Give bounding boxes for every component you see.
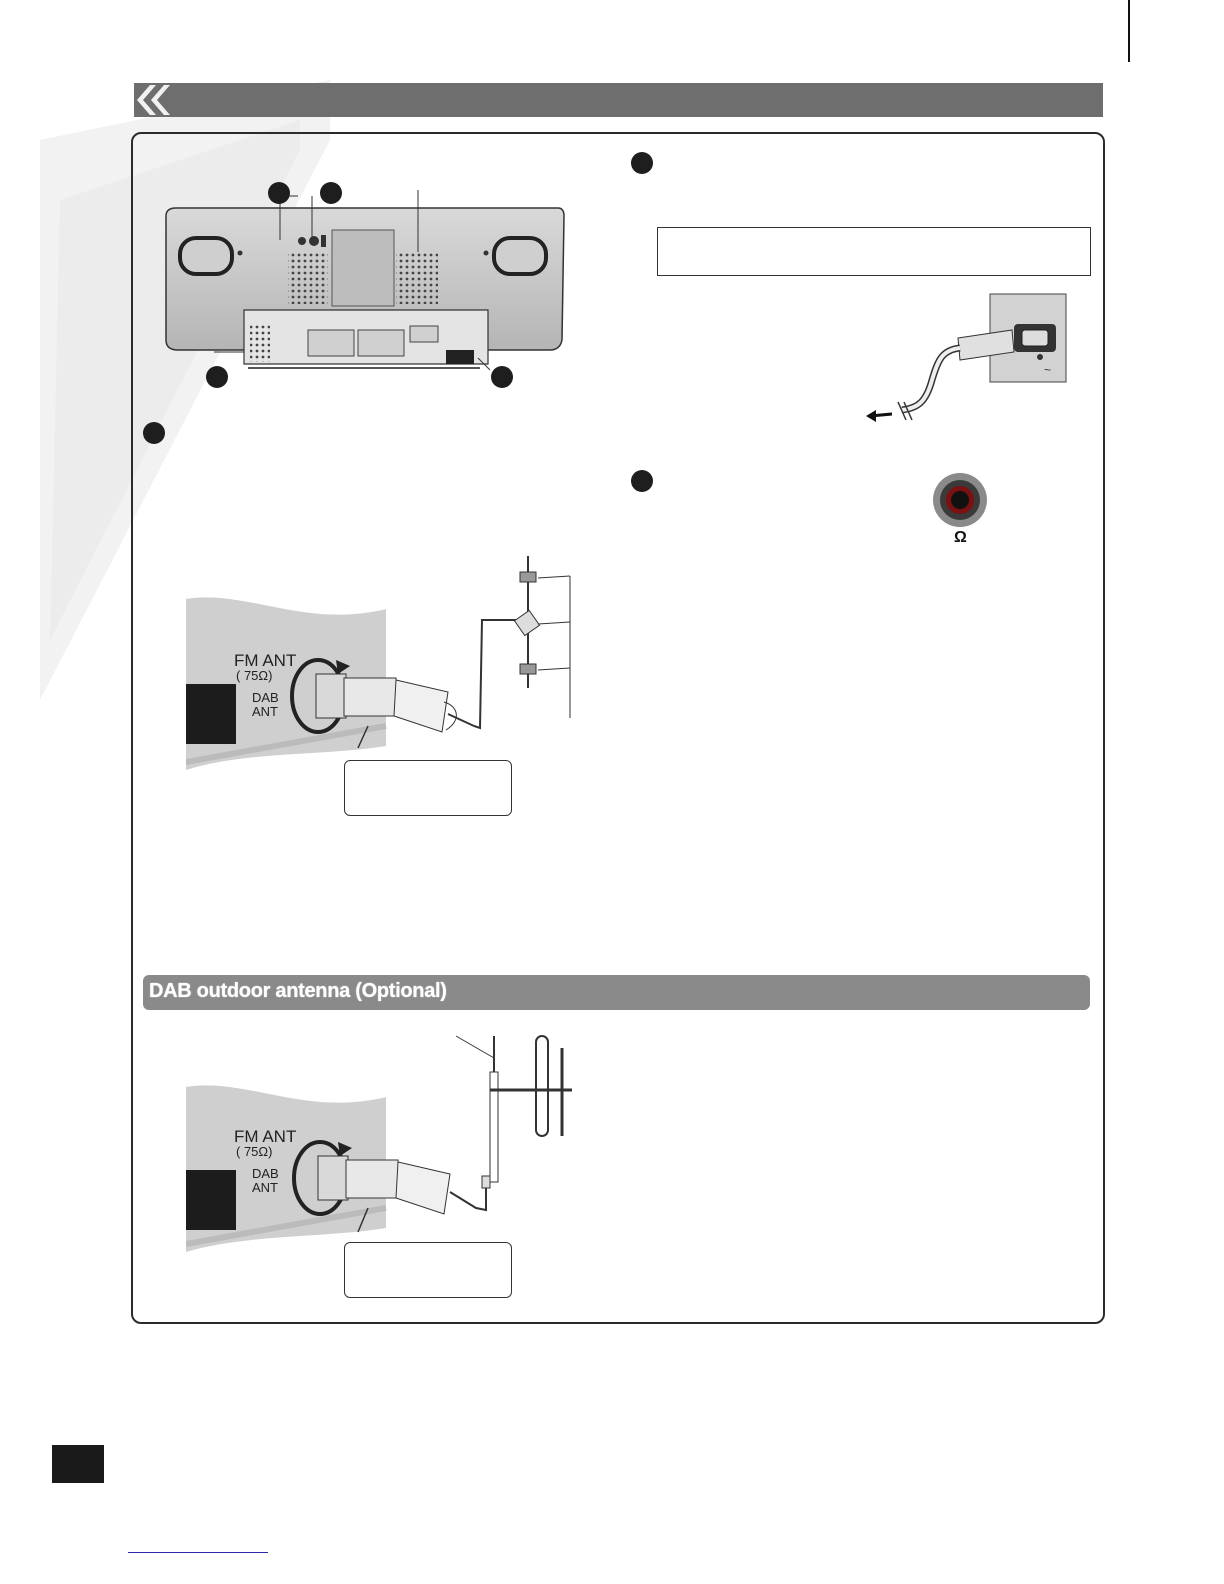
step-marker-circle — [631, 470, 653, 492]
note-box — [657, 227, 1091, 276]
rear-panel-marker-circle — [268, 182, 290, 204]
callout-box — [344, 760, 512, 816]
jack-label-ant: ANT — [252, 704, 278, 719]
svg-text:~: ~ — [1044, 363, 1052, 377]
callout-box — [344, 1242, 512, 1298]
rear-panel-illustration — [158, 180, 570, 392]
headphone-symbol: Ω — [954, 529, 967, 546]
jack-label-dab: DAB — [252, 1166, 279, 1181]
fm-antenna-connection-illustration — [186, 556, 586, 776]
dab-outdoor-antenna-illustration — [186, 1032, 586, 1258]
jack-label-impedance: ( 75Ω) — [236, 1144, 273, 1159]
dab-outdoor-heading: DAB outdoor antenna (Optional) — [149, 980, 447, 1002]
jack-label-fm-ant: FM ANT — [234, 1127, 297, 1146]
rear-panel-marker-circle — [320, 182, 342, 204]
jack-label-impedance: ( 75Ω) — [236, 668, 273, 683]
dab-outdoor-section-header — [143, 975, 1090, 1010]
step-marker-circle — [631, 152, 653, 174]
jack-label-fm-ant: FM ANT — [234, 651, 297, 670]
chevron-left-icon — [126, 83, 186, 117]
footer-link-underline[interactable] — [128, 1552, 268, 1553]
ac-cord-illustration — [862, 290, 1072, 430]
section-header-bar — [134, 83, 1103, 117]
headphone-jack-illustration — [930, 472, 994, 548]
crop-mark — [1128, 0, 1130, 62]
step-marker-circle — [143, 422, 165, 444]
rear-panel-marker-circle — [206, 366, 228, 388]
rear-panel-marker-circle — [491, 366, 513, 388]
page-number-box — [52, 1445, 104, 1483]
jack-label-dab: DAB — [252, 690, 279, 705]
jack-label-ant: ANT — [252, 1180, 278, 1195]
